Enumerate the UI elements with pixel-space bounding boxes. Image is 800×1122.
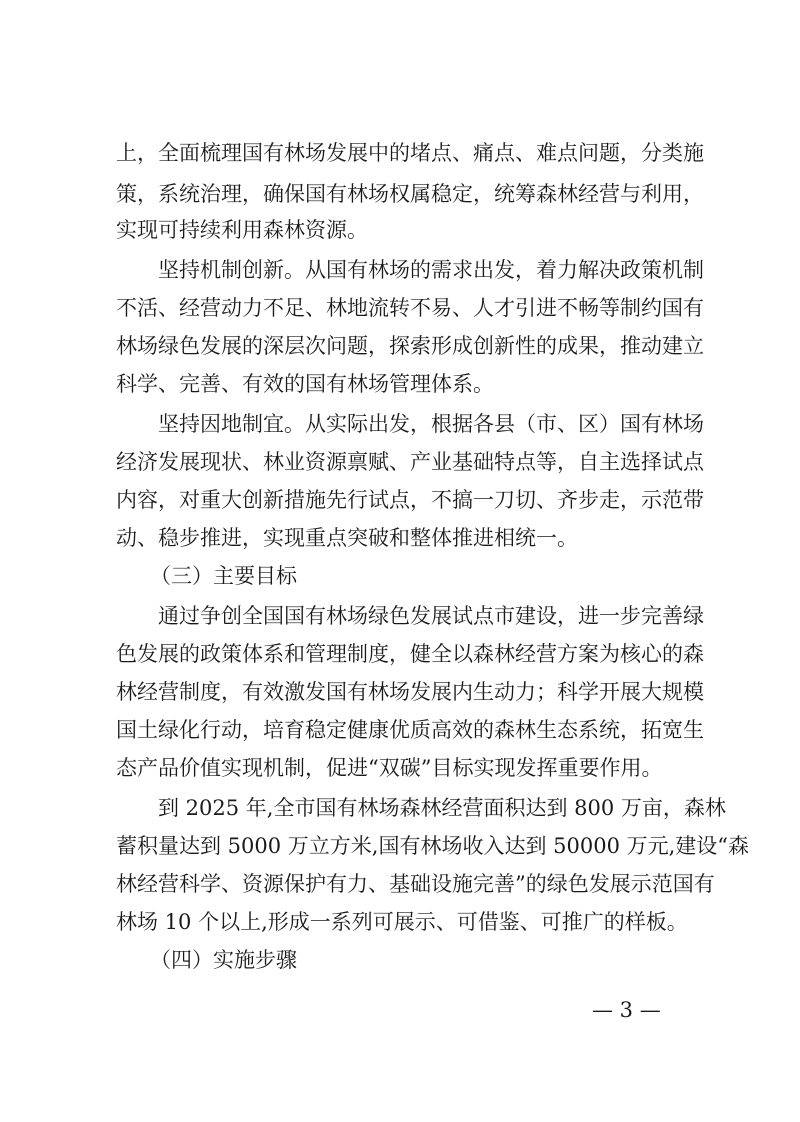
text-line: 不活、经营动力不足、林地流转不易、人才引进不畅等制约国有	[116, 296, 704, 320]
text-line: 坚持因地制宜。从实际出发，根据各县（市、区）国有林场	[158, 412, 704, 436]
text-line: 科学、完善、有效的国有林场管理体系。	[116, 372, 494, 396]
text-line: 策，系统治理，确保国有林场权属稳定，统筹森林经营与利用，	[116, 182, 704, 206]
section-heading: （三）主要目标	[150, 564, 297, 588]
text-line: 蓄积量达到 5000 万立方米,国有林场收入达到 50000 万元,建设“森	[116, 834, 750, 858]
text-line: 上，全面梳理国有林场发展中的堵点、痛点、难点问题，分类施	[116, 141, 704, 165]
text-line: 坚持机制创新。从国有林场的需求出发，着力解决政策机制	[158, 258, 704, 282]
text-line: 林经营科学、资源保护有力、基础设施完善”的绿色发展示范国有	[116, 872, 715, 896]
text-line: 态产品价值实现机制，促进“双碳”目标实现发挥重要作用。	[116, 756, 663, 780]
text-line: 国土绿化行动，培育稳定健康优质高效的森林生态系统，拓宽生	[116, 718, 704, 742]
text-line: 内容，对重大创新措施先行试点，不搞一刀切、齐步走，示范带	[116, 488, 704, 512]
text-line: 林场绿色发展的深层次问题，探索形成创新性的成果，推动建立	[116, 334, 704, 358]
text-line: 色发展的政策体系和管理制度，健全以森林经营方案为核心的森	[116, 642, 704, 666]
page-number: — 3 —	[592, 998, 661, 1022]
section-heading: （四）实施步骤	[150, 948, 297, 972]
text-line: 林经营制度，有效激发国有林场发展内生动力；科学开展大规模	[116, 680, 704, 704]
text-line: 经济发展现状、林业资源禀赋、产业基础特点等，自主选择试点	[116, 450, 704, 474]
text-line: 动、稳步推进，实现重点突破和整体推进相统一。	[116, 526, 578, 550]
text-line: 林场 10 个以上,形成一系列可展示、可借鉴、可推广的样板。	[116, 910, 688, 934]
text-line: 实现可持续利用森林资源。	[116, 218, 368, 242]
text-line: 到 2025 年,全市国有林场森林经营面积达到 800 万亩，森林	[158, 796, 726, 820]
text-line: 通过争创全国国有林场绿色发展试点市建设，进一步完善绿	[158, 604, 704, 628]
